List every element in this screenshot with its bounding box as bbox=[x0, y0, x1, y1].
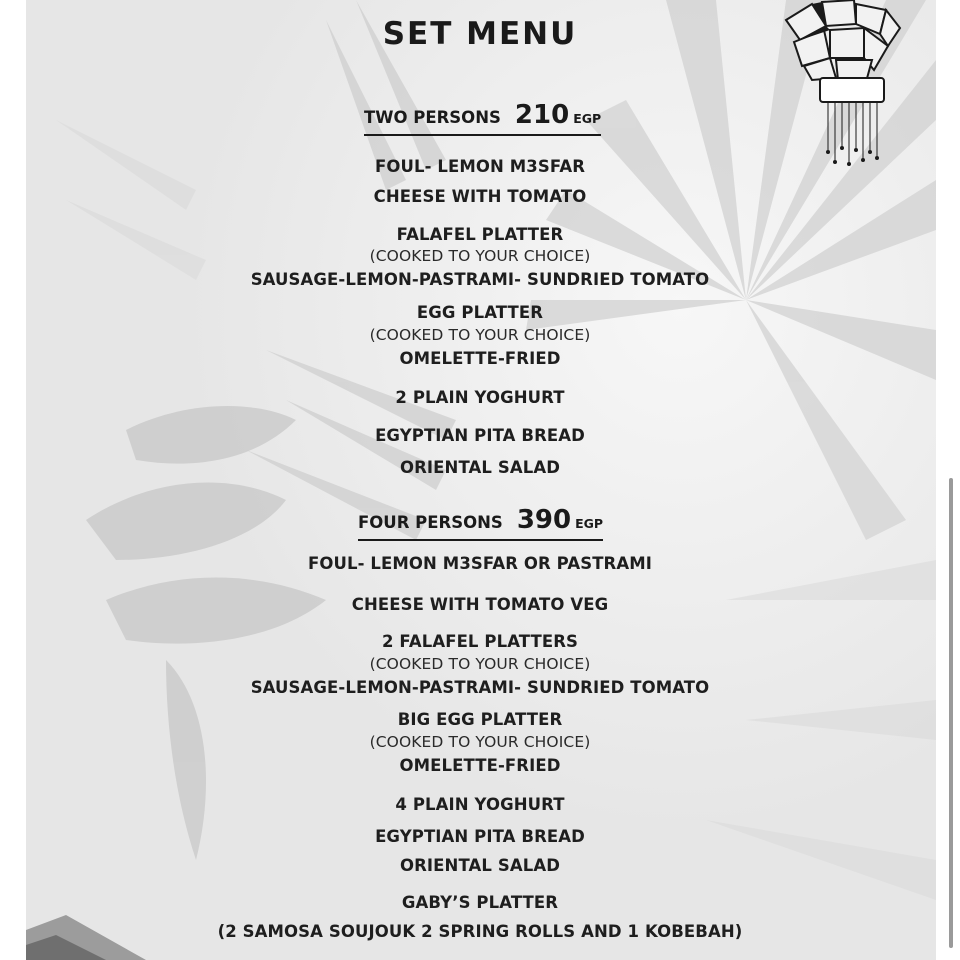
menu-item: 2 PLAIN YOGHURT bbox=[395, 388, 565, 407]
menu-item: EGYPTIAN PITA BREAD bbox=[375, 426, 585, 445]
menu-item: FOUL- LEMON M3SFAR OR PASTRAMI bbox=[308, 554, 652, 573]
menu-item-note: (COOKED TO YOUR CHOICE) bbox=[369, 247, 591, 265]
menu-item-note: (COOKED TO YOUR CHOICE) bbox=[369, 326, 591, 344]
menu-item: SAUSAGE-LEMON-PASTRAMI- SUNDRIED TOMATO bbox=[250, 270, 710, 289]
section-label: TWO PERSONS bbox=[364, 108, 501, 127]
section-label: FOUR PERSONS bbox=[358, 513, 503, 532]
menu-item: FOUL- LEMON M3SFAR bbox=[374, 157, 586, 176]
menu-item: 2 FALAFEL PLATTERS bbox=[381, 632, 579, 651]
menu-item: CHEESE WITH TOMATO bbox=[373, 187, 587, 206]
menu-page bbox=[26, 0, 936, 960]
section-currency: EGP bbox=[575, 516, 604, 531]
section-currency: EGP bbox=[573, 111, 602, 126]
scrollbar-thumb[interactable] bbox=[949, 478, 953, 948]
menu-item: OMELETTE-FRIED bbox=[399, 349, 561, 368]
menu-item: BIG EGG PLATTER bbox=[397, 710, 563, 729]
section-price: 390 bbox=[516, 505, 572, 535]
section-heading-two-persons bbox=[364, 100, 601, 136]
menu-item: OMELETTE-FRIED bbox=[399, 756, 561, 775]
menu-item: 4 PLAIN YOGHURT bbox=[395, 795, 565, 814]
section-price: 210 bbox=[514, 100, 570, 130]
page-title: SET MENU bbox=[382, 16, 578, 52]
menu-item: GABY’S PLATTER bbox=[401, 893, 559, 912]
menu-item: (2 SAMOSA SOUJOUK 2 SPRING ROLLS AND 1 KOBEBAH) bbox=[217, 922, 743, 941]
menu-item: EGG PLATTER bbox=[416, 303, 544, 322]
menu-item: FALAFEL PLATTER bbox=[396, 225, 564, 244]
menu-item: CHEESE WITH TOMATO VEG bbox=[351, 595, 609, 614]
menu-item: ORIENTAL SALAD bbox=[400, 856, 560, 875]
menu-item: ORIENTAL SALAD bbox=[400, 458, 560, 477]
menu-item-note: (COOKED TO YOUR CHOICE) bbox=[369, 655, 591, 673]
menu-item: SAUSAGE-LEMON-PASTRAMI- SUNDRIED TOMATO bbox=[250, 678, 710, 697]
menu-item-note: (COOKED TO YOUR CHOICE) bbox=[369, 733, 591, 751]
menu-item: EGYPTIAN PITA BREAD bbox=[375, 827, 585, 846]
section-heading-four-persons bbox=[358, 505, 603, 541]
